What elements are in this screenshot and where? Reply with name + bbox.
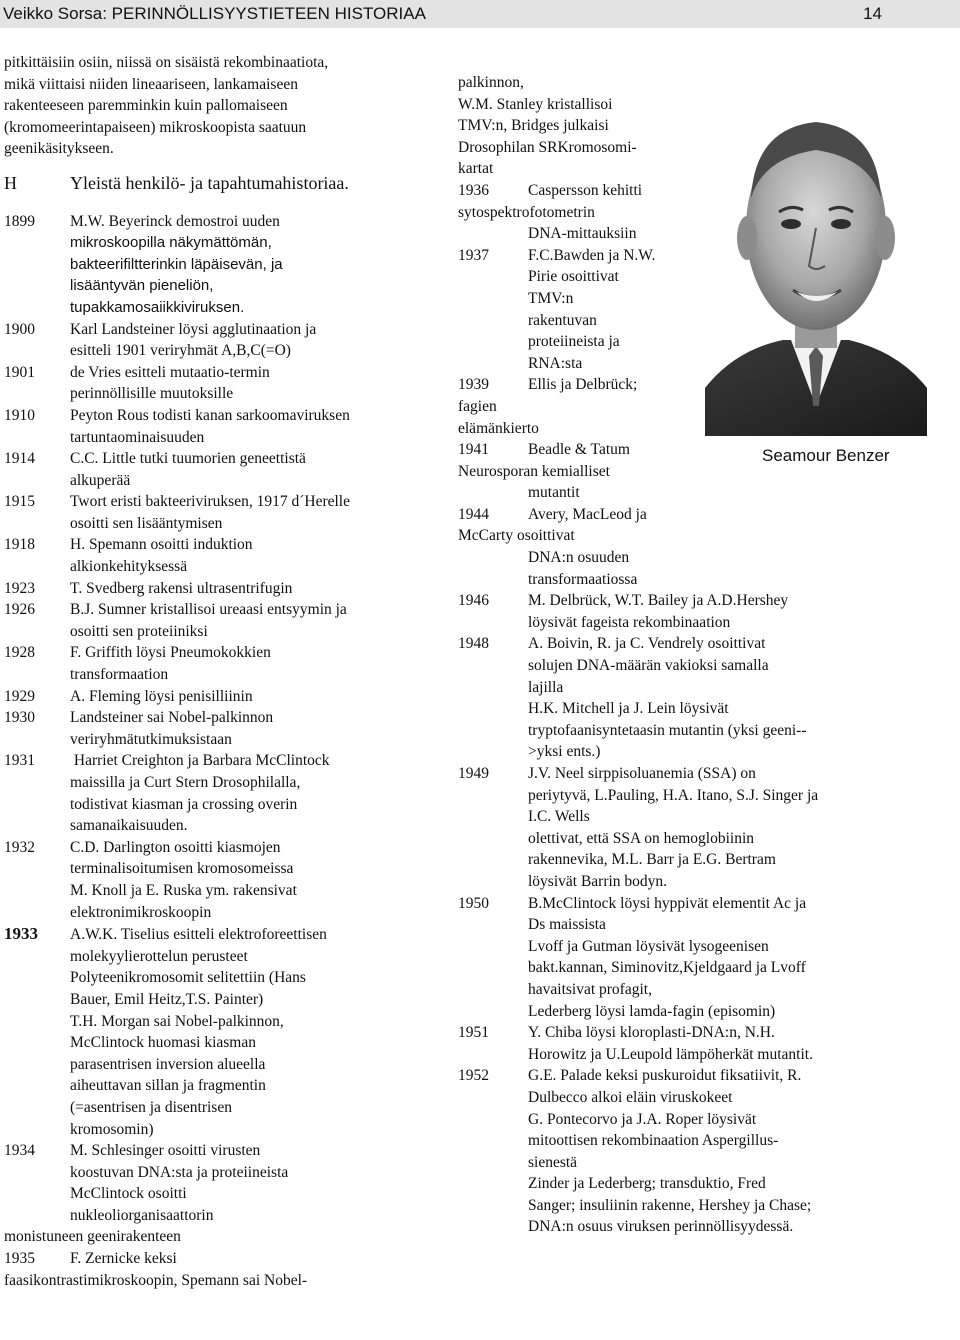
entry-text: havaitsivat profagit, [528,980,652,998]
intro-line: rakenteeseen paremminkin kuin pallomaiseen [4,97,288,115]
timeline-entry-1910 [4,405,444,448]
section-title: Yleistä henkilö- ja tapahtumahistoriaa. [70,172,349,193]
entry-year: 1934 [4,1142,35,1160]
entry-year: 1931 [4,752,35,770]
entry-text: veriryhmätutkimuksistaan [70,730,232,748]
timeline-entry-1935 [4,1248,444,1291]
entry-text: aiheuttavan sillan ja fragmentin [70,1077,266,1095]
timeline-entry-1901 [4,362,444,405]
timeline-entry-1944 [458,504,888,590]
entry-year: 1948 [458,635,489,653]
entry-text: lajilla [528,678,564,696]
left-column [4,52,444,1291]
entry-text: Neurosporan kemialliset [458,462,610,480]
entry-text: H. Spemann osoitti induktion [70,536,253,554]
entry-text: osoitti sen lisääntymisen [70,514,223,532]
entry-text: I.C. Wells [528,808,590,826]
entry-text: McClintock huomasi kiasman [70,1034,256,1052]
entry-text: M. Schlesinger osoitti virusten [70,1142,261,1160]
timeline-entry-1926 [4,599,444,642]
entry-year: 1901 [4,363,35,381]
entry-text: periytyvä, L.Pauling, H.A. Itano, S.J. Singer ja [528,786,819,804]
entry-year: 1900 [4,320,35,338]
entry-year: 1944 [458,505,489,523]
entry-year: 1910 [4,406,35,424]
entry-text: nukleoliorganisaattorin [70,1206,214,1224]
timeline-entry-1933 [4,923,444,1140]
entry-text: transformaatiossa [528,570,638,588]
entry-text: faasikontrastimikroskoopin, Spemann sai Nobel- [4,1271,308,1289]
entry-year: 1936 [458,181,489,199]
entry-year: 1950 [458,894,489,912]
entry-year: 1949 [458,765,489,782]
entry-text: todistivat kiasman ja crossing overin [70,795,298,813]
timeline-entry-1934 [4,1140,444,1248]
timeline-entry-1931 [4,750,444,836]
entry-text: esitteli 1901 veriryhmät A,B,C(=O) [70,342,291,360]
entry-text: terminalisoitumisen kromosomeissa [70,860,294,878]
entry-text: alkuperää [70,471,131,489]
portrait-photo [705,88,927,436]
entry-year: 1929 [4,687,35,705]
entry-year: 1933 [4,924,38,944]
entry-text: McClintock osoitti [70,1185,187,1203]
entry-text: Dulbecco alkoi eläin viruskokeet [528,1088,733,1106]
entry-text: TMV:n [528,289,574,307]
timeline-entry-1900 [4,319,444,362]
entry-text: sienestä [528,1153,578,1171]
entry-year: 1939 [458,376,489,394]
entry-text: koostuvan DNA:sta ja proteiineista [70,1163,289,1181]
entry-text: olettivat, että SSA on hemoglobiinin [528,829,755,847]
entry-text: Avery, MacLeod ja [528,505,647,523]
timeline-entry-1928 [4,642,444,685]
entry-text: perinnöllisille muutoksille [70,385,234,403]
entry-text: mitoottisen rekombinaation Aspergillus- [528,1132,779,1150]
timeline-entry-1932 [4,837,444,923]
entry-text: alkionkehityksessä [70,558,188,576]
entry-text: A.W.K. Tiselius esitteli elektroforeettisen [70,926,327,944]
entry-text: tupakkamosaiikkiviruksen. [70,298,245,316]
timeline-entry-1950 [458,893,888,1023]
entry-text: RNA:sta [528,354,583,372]
entry-text: C.C. Little tutki tuumorien geneettistä [70,450,306,468]
entry-text: Harriet Creighton ja Barbara McClintock [70,752,330,770]
entry-year: 1932 [4,838,35,856]
entry-year: 1937 [458,246,489,264]
section-letter: H [4,172,17,193]
entry-text: molekyylierottelun perusteet [70,947,248,965]
entry-text: F. Zernicke keksi [70,1250,177,1268]
timeline-entry-1923 [4,578,444,600]
entry-year: 1923 [4,579,35,597]
entry-year: 1941 [458,441,489,459]
entry-text: Zinder ja Lederberg; transduktio, Fred [528,1175,766,1193]
entry-text: >yksi ents.) [528,743,601,761]
entry-text: rakentuvan [528,311,597,329]
timeline-entry-1949 [458,763,888,893]
entry-text: B.J. Sumner kristallisoi ureaasi entsyymin ja [70,601,347,619]
entry-text: mikroskoopilla näkymättömän, [70,234,272,252]
entry-text: de Vries esitteli mutaatio-termin [70,363,270,381]
timeline-entry-1951 [458,1022,888,1065]
entry-year: 1951 [458,1024,489,1042]
entry-text: sytospektrofotometrin [458,203,595,221]
entry-text: monistuneen geenirakenteen [4,1228,181,1246]
entry-text: tartuntaominaisuuden [70,428,205,446]
entry-text: Beadle & Tatum [528,441,630,459]
timeline-entry-1930 [4,707,444,750]
entry-text: transformaation [70,666,169,684]
entry-text: Peyton Rous todisti kanan sarkoomaviruksen [70,406,350,424]
entry-text: Twort eristi bakteeriviruksen, 1917 d´Herelle [70,493,350,511]
timeline-entry-1948 [458,633,888,763]
entry-text: lisääntyvän pieneliön, [70,277,214,295]
entry-year: 1952 [458,1067,489,1085]
entry-year: 1928 [4,644,35,662]
entry-text: Caspersson kehitti [528,181,643,199]
entry-text: W.M. Stanley kristallisoi [458,95,613,113]
entry-text: T.H. Morgan sai Nobel-palkinnon, [70,1012,284,1030]
intro-line: pitkittäisiin osiin, niissä on sisäistä rekombinaatiota, [4,54,329,71]
entry-text: tryptofaanisyntetaasin mutantin (yksi geeni-- [528,721,807,739]
entry-text: parasentrisen inversion alueella [70,1055,266,1073]
entry-text: H.K. Mitchell ja J. Lein löysivät [528,700,729,718]
entry-text: solujen DNA-määrän vakioksi samalla [528,657,769,675]
entry-year: 1946 [458,592,489,610]
entry-text: Y. Chiba löysi kloroplasti-DNA:n, N.H. [528,1024,775,1042]
entry-text: elektronimikroskoopin [70,903,212,921]
intro-line: mikä viittaisi niiden lineaariseen, lankamaiseen [4,75,298,93]
entry-year: 1935 [4,1250,35,1268]
entry-text: TMV:n, Bridges julkaisi [458,117,609,135]
entry-text: DNA:n osuuden [528,549,630,567]
entry-text: Drosophilan SRKromosomi- [458,138,637,156]
timeline-entry-1915 [4,491,444,534]
entry-text: maissilla ja Curt Stern Drosophilalla, [70,774,301,791]
section-heading [4,173,444,195]
entry-text: B.McClintock löysi hyppivät elementit Ac ja [528,894,807,912]
entry-text: Karl Landsteiner löysi agglutinaation ja [70,320,317,338]
intro-paragraph [4,52,444,160]
entry-text: G.E. Palade keksi puskuroidut fiksatiivit, R. [528,1067,802,1085]
entry-text: McCarty osoittivat [458,527,575,545]
intro-line: geenikäsitykseen. [4,140,114,158]
entry-text: kartat [458,160,494,178]
timeline-entry-1918 [4,534,444,577]
entry-year: 1914 [4,450,35,468]
timeline-entry-1929 [4,686,444,708]
entry-year: 1915 [4,493,35,511]
timeline-entry-1914 [4,448,444,491]
entry-text: F.C.Bawden ja N.W. [528,246,656,264]
entry-text: M.W. Beyerinck demostroi uuden [70,212,280,230]
timeline-entry-1946 [458,590,888,633]
entry-text: A. Boivin, R. ja C. Vendrely osoittivat [528,635,766,653]
entry-text: elämänkierto [458,419,539,437]
entry-year: 1918 [4,536,35,554]
entry-text: DNA-mittauksiin [528,225,637,243]
entry-text: Lederberg löysi lamda-fagin (episomin) [528,1002,776,1020]
entry-text: proteiineista ja [528,333,620,351]
entry-text: kromosomin) [70,1120,154,1138]
entry-text: Horowitz ja U.Leupold lämpöherkät mutantit. [528,1045,813,1063]
timeline-entry-1899 [4,211,444,319]
entry-text: Polyteenikromosomit selitettiin (Hans [70,969,306,987]
running-title: Veikko Sorsa: PERINNÖLLISYYSTIETEEN HISTORIAA [3,4,426,23]
entry-text: (=asentrisen ja disentrisen [70,1098,232,1116]
entry-text: mutantit [528,484,580,502]
entry-text: F. Griffith löysi Pneumokokkien [70,644,271,662]
entry-year: 1930 [4,709,35,727]
entry-text: Ellis ja Delbrück; [528,376,638,394]
entry-text: DNA:n osuus viruksen perinnöllisyydessä. [528,1218,794,1236]
entry-text: löysivät fageista rekombinaation [528,613,731,631]
page-header [0,0,960,28]
entry-text: osoitti sen proteiiniksi [70,622,208,640]
intro-line: (kromomeerintapaiseen) mikroskoopista saatuun [4,118,307,136]
entry-text: C.D. Darlington osoitti kiasmojen [70,838,281,856]
entry-text: samanaikaisuuden. [70,817,188,835]
entry-text: M. Delbrück, W.T. Bailey ja A.D.Hershey [528,592,789,610]
entry-text: Bauer, Emil Heitz,T.S. Painter) [70,990,264,1008]
photo-caption: Seamour Benzer [762,446,890,465]
entry-text: Pirie osoittivat [528,268,619,286]
entry-text: löysivät Barrin bodyn. [528,872,668,890]
entry-text: rakennevika, M.L. Barr ja E.G. Bertram [528,851,776,869]
page-number: 14 [863,4,882,23]
entry-text: Lvoff ja Gutman löysivät lysogeenisen [528,937,769,955]
timeline-entry-1952 [458,1065,888,1238]
entry-year: 1926 [4,601,35,619]
entry-text: Ds maissista [528,916,606,934]
entry-text: G. Pontecorvo ja J.A. Roper löysivät [528,1110,757,1128]
entry-year: 1899 [4,212,35,230]
entry-text: J.V. Neel sirppisoluanemia (SSA) on [528,765,756,782]
entry-text: fagien [458,397,497,415]
entry-text: bakt.kannan, Siminovitz,Kjeldgaard ja Lvoff [528,959,806,977]
entry-text: A. Fleming löysi penisilliinin [70,687,253,705]
entry-text: M. Knoll ja E. Ruska ym. rakensivat [70,881,297,899]
entry-text: Landsteiner sai Nobel-palkinnon [70,709,274,727]
entry-text: T. Svedberg rakensi ultrasentrifugin [70,579,293,597]
entry-text: Sanger; insuliinin rakenne, Hershey ja Chase; [528,1196,812,1214]
entry-text: bakteerifiltterinkin läpäisevän, ja [70,255,283,273]
entry-text: palkinnon, [458,74,524,91]
